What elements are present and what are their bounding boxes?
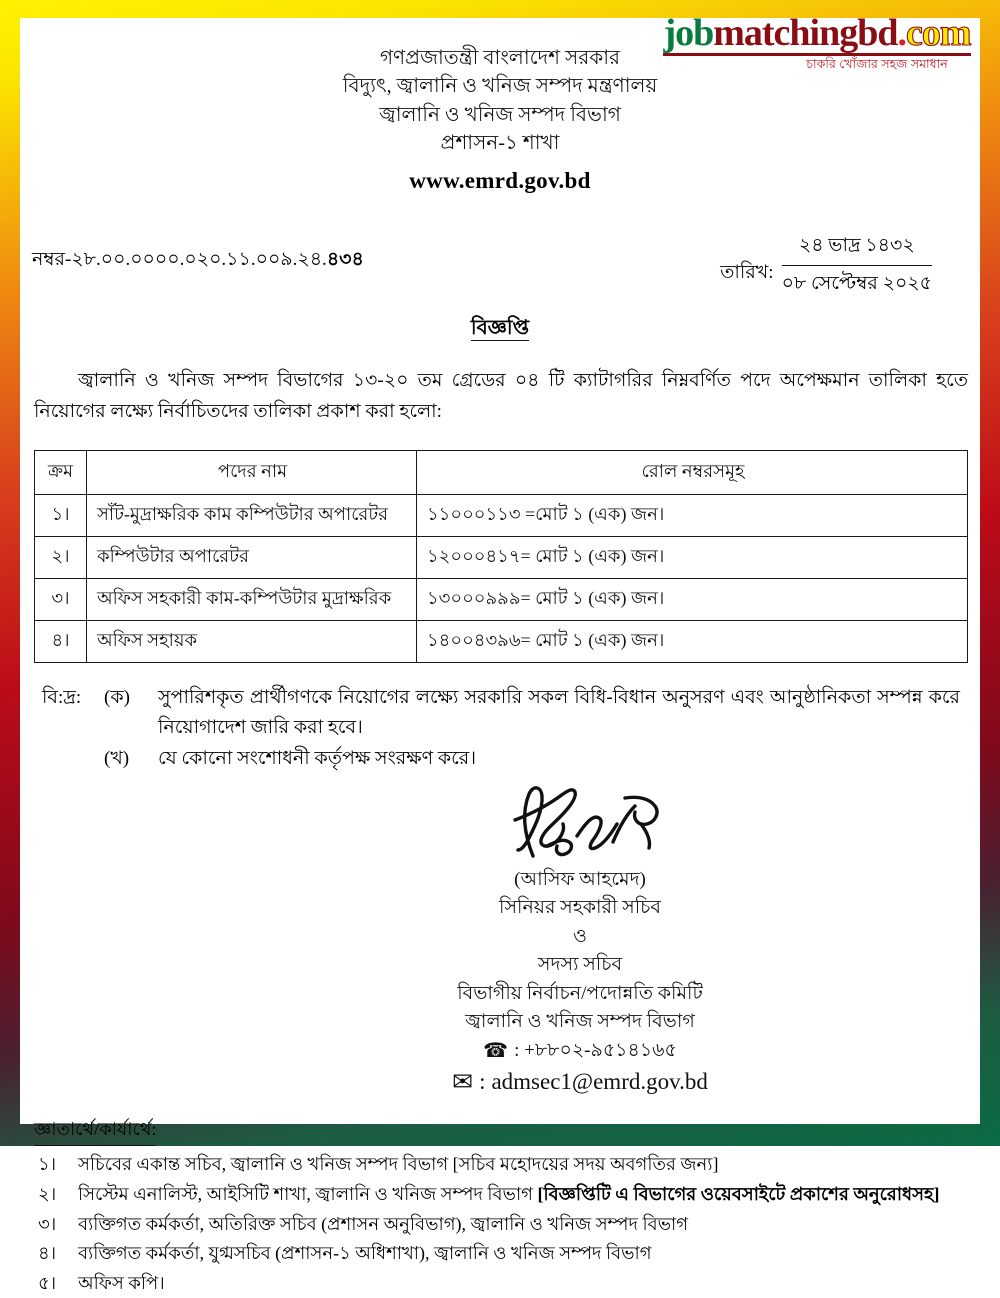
distribution-text [78, 1151, 968, 1179]
column-header-serial: ক্রম [35, 450, 87, 494]
distribution-number: ৫। [38, 1273, 57, 1294]
date-bangla: ২৪ ভাদ্র ১৪৩২ [782, 231, 932, 266]
distribution-section [34, 1116, 968, 1298]
signatory-department: জ্বালানি ও খনিজ সম্পদ বিভাগ [465, 1011, 695, 1033]
signatory-conjunction: ও [573, 925, 587, 947]
cell-serial: ৪। [35, 620, 87, 662]
table-row [35, 578, 968, 620]
division-name: জ্বালানি ও খনিজ সম্পদ বিভাগ [379, 103, 621, 126]
distribution-text-normal: সিস্টেম এনালিস্ট, আইসিটি শাখা, জ্বালানি ও খনিজ সম্পদ বিভাগ [78, 1183, 538, 1204]
reference-row [20, 231, 980, 295]
table-row [35, 494, 968, 536]
distribution-item [34, 1181, 968, 1209]
cell-serial: ২। [35, 536, 87, 578]
cell-post-name: অফিস সহকারী কাম-কম্পিউটার মুদ্রাক্ষরিক [87, 578, 417, 620]
distribution-number: ২। [38, 1183, 57, 1204]
site-logo-wordmark [663, 14, 970, 56]
website-url: www.emrd.gov.bd [409, 167, 591, 193]
telephone-icon: ☎ [483, 1040, 509, 1063]
distribution-item [34, 1270, 968, 1298]
handwritten-signature-icon [180, 780, 980, 866]
note-marker: (খ) [104, 747, 130, 769]
cell-serial: ১। [35, 494, 87, 536]
distribution-item [34, 1211, 968, 1239]
notice-title-text: বিজ্ঞপ্তি [470, 317, 530, 340]
note-item [42, 744, 968, 774]
note-text: যে কোনো সংশোধনী কর্তৃপক্ষ সংরক্ষণ করে। [158, 747, 477, 769]
contact-email-address: admsec1@emrd.gov.bd [491, 1069, 708, 1095]
cell-post-name: কম্পিউটার অপারেটর [87, 536, 417, 578]
column-header-post: পদের নাম [87, 450, 417, 494]
distribution-text [78, 1181, 968, 1209]
branch-name: প্রশাসন-১ শাখা [440, 132, 560, 155]
cell-post-name: সাঁট-মুদ্রাক্ষরিক কাম কম্পিউটার অপারেটর [87, 494, 417, 536]
contact-phone-number: : +৮৮০২-৯৫১৪১৬৫ [514, 1039, 677, 1061]
distribution-title: জ্ঞাতার্থে/কার্যার্থে: [34, 1116, 156, 1146]
memo-number-prefix: নম্বর-২৮.০০.০০০০.০২০.১১.০০৯.২৪. [32, 249, 327, 271]
distribution-text-normal: সচিবের একান্ত সচিব, জ্বালানি ও খনিজ সম্পদ বিভাগ [সচিব মহোদয়ের সদয় অবগতির জন্য] [78, 1153, 719, 1174]
notice-title [20, 313, 980, 346]
cell-roll-numbers: ১১০০০১১৩ =মোট ১ (এক) জন। [417, 494, 968, 536]
logo-text-job: job [663, 12, 714, 54]
cell-roll-numbers: ১৪০০৪৩৯৬= মোট ১ (এক) জন। [417, 620, 968, 662]
memo-number [32, 245, 364, 277]
distribution-text-bold: [বিজ্ঞপ্তিটি এ বিভাগের ওয়েবসাইটে প্রকাশের অনুরোধসহ] [537, 1183, 940, 1204]
note-item [42, 683, 968, 744]
signatory-name: (আসিফ আহমেদ) [514, 868, 646, 890]
cell-post-name: অফিস সহায়ক [87, 620, 417, 662]
distribution-text-normal: ব্যক্তিগত কর্মকর্তা, অতিরিক্ত সচিব (প্রশাসন অনুবিভাগ), জ্বালানি ও খনিজ সম্পদ বিভাগ [78, 1213, 689, 1234]
distribution-number: ৩। [38, 1213, 57, 1234]
signatory-committee: বিভাগীয় নির্বাচন/পদোন্নতি কমিটি [457, 982, 703, 1004]
signatory-designation: সিনিয়র সহকারী সচিব [499, 897, 661, 919]
distribution-item [34, 1151, 968, 1179]
roll-number-table [34, 450, 968, 663]
cell-roll-numbers: ১৩০০০৯৯৯= মোট ১ (এক) জন। [417, 578, 968, 620]
column-header-rolls: রোল নম্বরসমূহ [417, 450, 968, 494]
contact-phone-row [180, 1037, 980, 1066]
date-stack [782, 231, 932, 301]
notice-intro-paragraph: জ্বালানি ও খনিজ সম্পদ বিভাগের ১৩-২০ তম গ্রেডের ০৪ টি ক্যাটাগরির নিম্নবর্ণিত পদে অপেক্ষমান তালিকা হতে নিয়োগের লক্ষ্যে নির্বাচিতদের তালিকা প্রকাশ করা হলো: [34, 370, 968, 422]
distribution-text-normal: ব্যক্তিগত কর্মকর্তা, যুগ্মসচিব (প্রশাসন-১ অধিশাখা), জ্বালানি ও খনিজ সম্পদ বিভাগ [78, 1243, 652, 1264]
table-row [35, 536, 968, 578]
govt-name: গণপ্রজাতন্ত্রী বাংলাদেশ সরকার [379, 47, 621, 69]
distribution-number: ১। [38, 1153, 57, 1174]
note-text: সুপারিশকৃত প্রার্থীগণকে নিয়োগের লক্ষ্যে সরকারি সকল বিধি-বিধান অনুসরণ এবং আনুষ্ঠানিকতা সম্পন্ন করে নিয়োগাদেশ জারি করা হবে। [158, 686, 960, 739]
date-block [720, 231, 932, 301]
distribution-text-normal: অফিস কপি। [78, 1273, 165, 1294]
envelope-icon: ✉ [452, 1069, 474, 1097]
date-label: তারিখ: [720, 262, 774, 284]
distribution-text [78, 1240, 968, 1268]
logo-text-dot: . [897, 12, 907, 54]
distribution-item [34, 1240, 968, 1268]
site-logo [652, 14, 982, 71]
site-logo-tagline: চাকরি খোঁজার সহজ সমাধান [806, 57, 948, 71]
memo-number-serial: ৪৩৪ [326, 249, 364, 271]
cell-roll-numbers: ১২০০০৪১৭= মোট ১ (এক) জন। [417, 536, 968, 578]
logo-text-matching: matchingbd [713, 12, 898, 54]
email-separator: : [479, 1069, 486, 1095]
table-header-row [35, 450, 968, 494]
date-english: ০৮ সেপ্টেম্বর ২০২৫ [781, 273, 932, 295]
logo-text-com: com [906, 12, 971, 54]
distribution-number: ৪। [38, 1243, 57, 1264]
document-paper [20, 12, 980, 1294]
signatory-role: সদস্য সচিব [537, 954, 623, 976]
note-marker: (ক) [104, 686, 130, 708]
contact-email-row [180, 1065, 980, 1100]
notes-label: বি:দ্র: [42, 686, 82, 708]
table-row [35, 620, 968, 662]
ministry-name: বিদ্যুৎ, জ্বালানি ও খনিজ সম্পদ মন্ত্রণালয় [342, 75, 658, 98]
distribution-text [78, 1211, 968, 1239]
cell-serial: ৩। [35, 578, 87, 620]
notes-section [42, 683, 968, 774]
distribution-text [78, 1270, 968, 1298]
signature-block [20, 780, 980, 1100]
